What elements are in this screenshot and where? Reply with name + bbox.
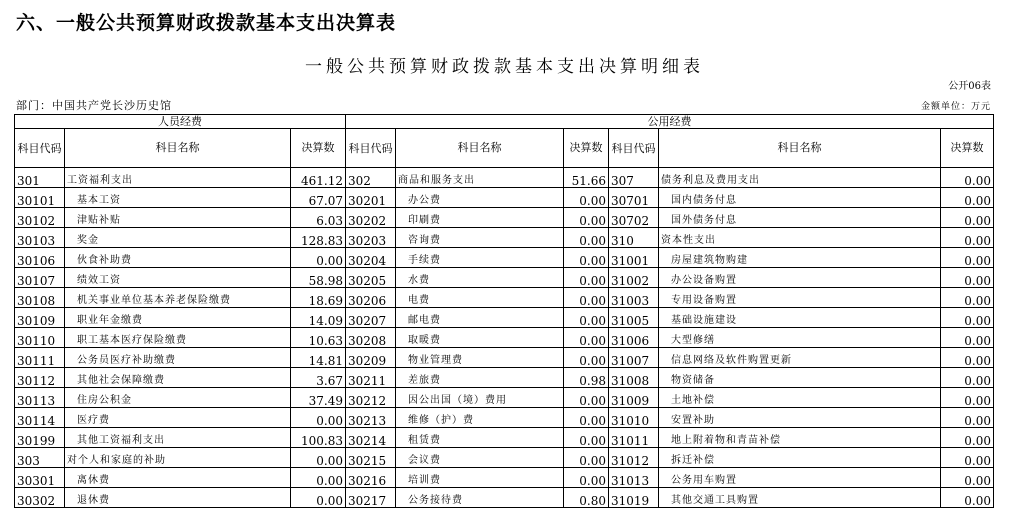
other-name-cell: 其他交通工具购置 <box>659 488 941 508</box>
table-row <box>15 388 994 408</box>
personnel-code-cell: 303 <box>15 448 65 468</box>
other-amount-cell: 0.00 <box>941 328 994 348</box>
other-code-cell: 31003 <box>609 288 659 308</box>
table-row <box>15 448 994 468</box>
other-amount-cell: 0.00 <box>941 268 994 288</box>
table-row <box>15 348 994 368</box>
other-name-cell: 专用设备购置 <box>659 288 941 308</box>
other-amount-cell: 0.00 <box>941 388 994 408</box>
section-title: 六、一般公共预算财政拨款基本支出决算表 <box>16 12 397 34</box>
personnel-amount-cell: 14.81 <box>291 348 346 368</box>
goods-amount-cell: 0.00 <box>564 308 609 328</box>
goods-name-cell: 办公费 <box>396 188 564 208</box>
personnel-amount-cell: 128.83 <box>291 228 346 248</box>
personnel-code-cell: 30101 <box>15 188 65 208</box>
goods-amount-cell: 0.00 <box>564 208 609 228</box>
table-row <box>15 228 994 248</box>
personnel-code-cell: 30106 <box>15 248 65 268</box>
goods-code-cell: 30209 <box>346 348 396 368</box>
personnel-amount-cell: 37.49 <box>291 388 346 408</box>
other-name-cell: 资本性支出 <box>659 228 941 248</box>
other-amount-cell: 0.00 <box>941 368 994 388</box>
personnel-name-cell: 其他工资福利支出 <box>65 428 291 448</box>
table-row <box>15 288 994 308</box>
goods-code-cell: 30214 <box>346 428 396 448</box>
table-row <box>15 428 994 448</box>
goods-amount-cell: 0.00 <box>564 288 609 308</box>
table-row <box>15 268 994 288</box>
goods-name-cell: 印刷费 <box>396 208 564 228</box>
other-name-cell: 基础设施建设 <box>659 308 941 328</box>
department-label: 部门：中国共产党长沙历史馆 <box>16 99 172 112</box>
name-header: 科目名称 <box>396 129 564 168</box>
personnel-code-cell: 30110 <box>15 328 65 348</box>
personnel-code-cell: 30102 <box>15 208 65 228</box>
other-code-cell: 31008 <box>609 368 659 388</box>
personnel-name-cell: 工资福利支出 <box>65 168 291 188</box>
other-code-cell: 31007 <box>609 348 659 368</box>
other-name-cell: 信息网络及软件购置更新 <box>659 348 941 368</box>
personnel-code-cell: 30108 <box>15 288 65 308</box>
personnel-code-cell: 30114 <box>15 408 65 428</box>
other-amount-cell: 0.00 <box>941 488 994 508</box>
unit-label: 金额单位：万元 <box>920 102 991 112</box>
goods-name-cell: 水费 <box>396 268 564 288</box>
personnel-name-cell: 职业年金缴费 <box>65 308 291 328</box>
goods-code-cell: 30211 <box>346 368 396 388</box>
name-header: 科目名称 <box>65 129 291 168</box>
goods-name-cell: 公务接待费 <box>396 488 564 508</box>
goods-amount-cell: 0.00 <box>564 408 609 428</box>
table-row <box>15 188 994 208</box>
other-amount-cell: 0.00 <box>941 448 994 468</box>
other-code-cell: 31001 <box>609 248 659 268</box>
goods-name-cell: 培训费 <box>396 468 564 488</box>
personnel-name-cell: 伙食补助费 <box>65 248 291 268</box>
personnel-header: 人员经费 <box>15 115 346 129</box>
other-code-cell: 31002 <box>609 268 659 288</box>
other-name-cell: 国内债务付息 <box>659 188 941 208</box>
goods-code-cell: 30201 <box>346 188 396 208</box>
goods-code-cell: 30208 <box>346 328 396 348</box>
other-name-cell: 办公设备购置 <box>659 268 941 288</box>
goods-code-cell: 30203 <box>346 228 396 248</box>
goods-code-cell: 30204 <box>346 248 396 268</box>
personnel-amount-cell: 100.83 <box>291 428 346 448</box>
other-code-cell: 31006 <box>609 328 659 348</box>
other-code-cell: 30701 <box>609 188 659 208</box>
table-row <box>15 368 994 388</box>
group-header-row <box>15 115 994 129</box>
other-code-cell: 310 <box>609 228 659 248</box>
goods-name-cell: 手续费 <box>396 248 564 268</box>
personnel-amount-cell: 14.09 <box>291 308 346 328</box>
goods-name-cell: 差旅费 <box>396 368 564 388</box>
personnel-name-cell: 基本工资 <box>65 188 291 208</box>
table-row <box>15 408 994 428</box>
goods-name-cell: 维修（护）费 <box>396 408 564 428</box>
personnel-name-cell: 退休费 <box>65 488 291 508</box>
personnel-amount-cell: 18.69 <box>291 288 346 308</box>
table-row <box>15 468 994 488</box>
other-code-cell: 31013 <box>609 468 659 488</box>
personnel-amount-cell: 0.00 <box>291 448 346 468</box>
goods-code-cell: 30212 <box>346 388 396 408</box>
goods-code-cell: 30205 <box>346 268 396 288</box>
personnel-amount-cell: 0.00 <box>291 488 346 508</box>
personnel-name-cell: 职工基本医疗保险缴费 <box>65 328 291 348</box>
amount-header: 决算数 <box>564 129 609 168</box>
personnel-code-cell: 30107 <box>15 268 65 288</box>
other-code-cell: 31019 <box>609 488 659 508</box>
personnel-code-cell: 30113 <box>15 388 65 408</box>
other-amount-cell: 0.00 <box>941 468 994 488</box>
other-amount-cell: 0.00 <box>941 168 994 188</box>
table-row <box>15 488 994 508</box>
goods-amount-cell: 0.00 <box>564 448 609 468</box>
personnel-amount-cell: 58.98 <box>291 268 346 288</box>
goods-code-cell: 30207 <box>346 308 396 328</box>
other-amount-cell: 0.00 <box>941 348 994 368</box>
table-row <box>15 208 994 228</box>
table-row <box>15 328 994 348</box>
other-name-cell: 房屋建筑物购建 <box>659 248 941 268</box>
goods-name-cell: 咨询费 <box>396 228 564 248</box>
goods-amount-cell: 0.00 <box>564 388 609 408</box>
goods-name-cell: 取暖费 <box>396 328 564 348</box>
code-header: 科目代码 <box>346 129 396 168</box>
goods-amount-cell: 0.00 <box>564 428 609 448</box>
amount-header: 决算数 <box>941 129 994 168</box>
goods-amount-cell: 0.00 <box>564 188 609 208</box>
other-name-cell: 拆迁补偿 <box>659 448 941 468</box>
personnel-code-cell: 30199 <box>15 428 65 448</box>
goods-name-cell: 电费 <box>396 288 564 308</box>
personnel-name-cell: 机关事业单位基本养老保险缴费 <box>65 288 291 308</box>
other-name-cell: 债务利息及费用支出 <box>659 168 941 188</box>
personnel-name-cell: 住房公积金 <box>65 388 291 408</box>
other-name-cell: 土地补偿 <box>659 388 941 408</box>
expenditure-table <box>14 114 994 508</box>
goods-code-cell: 30202 <box>346 208 396 228</box>
goods-code-cell: 30217 <box>346 488 396 508</box>
goods-name-cell: 会议费 <box>396 448 564 468</box>
goods-name-cell: 商品和服务支出 <box>396 168 564 188</box>
goods-amount-cell: 0.00 <box>564 468 609 488</box>
personnel-amount-cell: 0.00 <box>291 468 346 488</box>
personnel-code-cell: 301 <box>15 168 65 188</box>
personnel-amount-cell: 3.67 <box>291 368 346 388</box>
goods-amount-cell: 0.00 <box>564 268 609 288</box>
personnel-code-cell: 30111 <box>15 348 65 368</box>
goods-amount-cell: 0.00 <box>564 248 609 268</box>
other-amount-cell: 0.00 <box>941 228 994 248</box>
table-row <box>15 308 994 328</box>
other-amount-cell: 0.00 <box>941 188 994 208</box>
goods-name-cell: 租赁费 <box>396 428 564 448</box>
code-header: 科目代码 <box>15 129 65 168</box>
public-header: 公用经费 <box>346 115 994 129</box>
other-code-cell: 31011 <box>609 428 659 448</box>
other-name-cell: 国外债务付息 <box>659 208 941 228</box>
goods-name-cell: 因公出国（境）费用 <box>396 388 564 408</box>
personnel-name-cell: 其他社会保障缴费 <box>65 368 291 388</box>
personnel-code-cell: 30103 <box>15 228 65 248</box>
personnel-amount-cell: 0.00 <box>291 248 346 268</box>
goods-code-cell: 30213 <box>346 408 396 428</box>
code-header: 科目代码 <box>609 129 659 168</box>
goods-amount-cell: 0.80 <box>564 488 609 508</box>
table-title: 一般公共预算财政拨款基本支出决算明细表 <box>305 57 704 77</box>
amount-header: 决算数 <box>291 129 346 168</box>
personnel-amount-cell: 461.12 <box>291 168 346 188</box>
personnel-code-cell: 30302 <box>15 488 65 508</box>
goods-amount-cell: 0.00 <box>564 228 609 248</box>
personnel-name-cell: 离休费 <box>65 468 291 488</box>
other-amount-cell: 0.00 <box>941 248 994 268</box>
personnel-amount-cell: 6.03 <box>291 208 346 228</box>
personnel-amount-cell: 0.00 <box>291 408 346 428</box>
goods-code-cell: 30206 <box>346 288 396 308</box>
goods-name-cell: 邮电费 <box>396 308 564 328</box>
other-amount-cell: 0.00 <box>941 408 994 428</box>
other-name-cell: 公务用车购置 <box>659 468 941 488</box>
other-amount-cell: 0.00 <box>941 308 994 328</box>
other-amount-cell: 0.00 <box>941 288 994 308</box>
other-code-cell: 31010 <box>609 408 659 428</box>
other-code-cell: 31009 <box>609 388 659 408</box>
goods-amount-cell: 51.66 <box>564 168 609 188</box>
personnel-name-cell: 公务员医疗补助缴费 <box>65 348 291 368</box>
goods-name-cell: 物业管理费 <box>396 348 564 368</box>
other-name-cell: 大型修缮 <box>659 328 941 348</box>
other-name-cell: 安置补助 <box>659 408 941 428</box>
name-header: 科目名称 <box>659 129 941 168</box>
form-code: 公开06表 <box>948 81 991 92</box>
column-header-row <box>15 129 994 168</box>
other-name-cell: 物资储备 <box>659 368 941 388</box>
personnel-name-cell: 津贴补贴 <box>65 208 291 228</box>
goods-amount-cell: 0.98 <box>564 368 609 388</box>
other-name-cell: 地上附着物和青苗补偿 <box>659 428 941 448</box>
other-code-cell: 31012 <box>609 448 659 468</box>
goods-code-cell: 30216 <box>346 468 396 488</box>
personnel-amount-cell: 10.63 <box>291 328 346 348</box>
personnel-name-cell: 奖金 <box>65 228 291 248</box>
other-amount-cell: 0.00 <box>941 208 994 228</box>
personnel-name-cell: 绩效工资 <box>65 268 291 288</box>
other-code-cell: 307 <box>609 168 659 188</box>
table-row <box>15 168 994 188</box>
personnel-code-cell: 30301 <box>15 468 65 488</box>
personnel-amount-cell: 67.07 <box>291 188 346 208</box>
other-code-cell: 31005 <box>609 308 659 328</box>
goods-code-cell: 302 <box>346 168 396 188</box>
other-amount-cell: 0.00 <box>941 428 994 448</box>
personnel-name-cell: 对个人和家庭的补助 <box>65 448 291 468</box>
goods-code-cell: 30215 <box>346 448 396 468</box>
personnel-name-cell: 医疗费 <box>65 408 291 428</box>
other-code-cell: 30702 <box>609 208 659 228</box>
goods-amount-cell: 0.00 <box>564 348 609 368</box>
goods-amount-cell: 0.00 <box>564 328 609 348</box>
personnel-code-cell: 30112 <box>15 368 65 388</box>
table-row <box>15 248 994 268</box>
personnel-code-cell: 30109 <box>15 308 65 328</box>
